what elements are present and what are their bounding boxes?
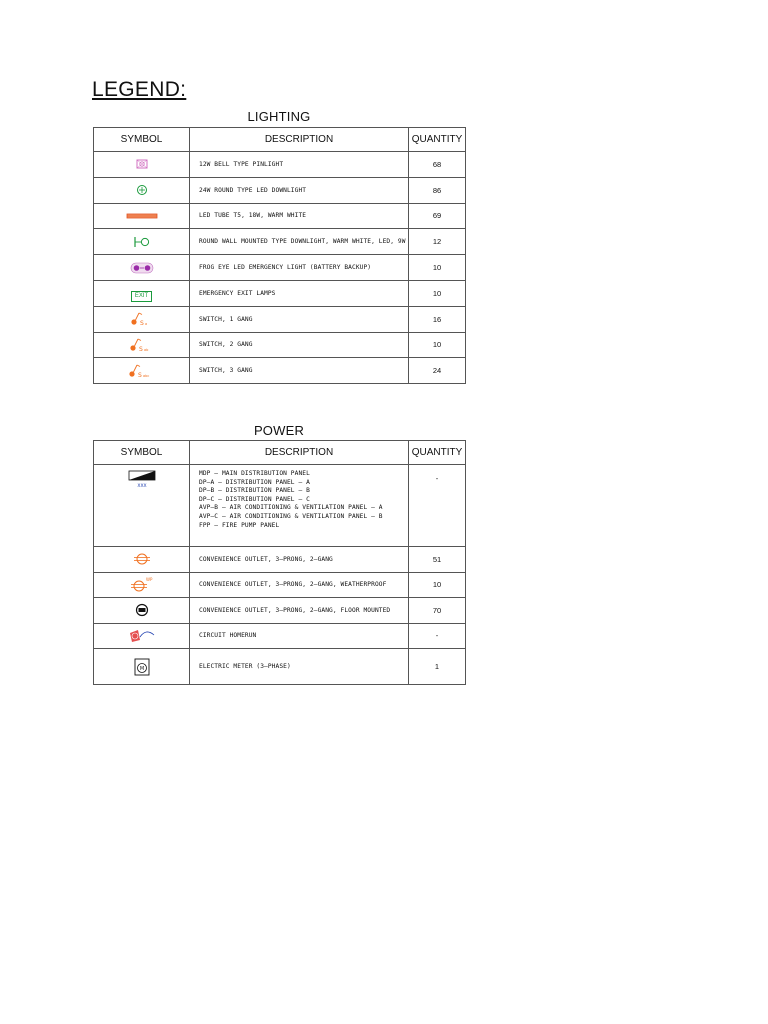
lighting-table xyxy=(93,127,466,384)
downlight-icon xyxy=(136,184,148,196)
quantity-cell: 16 xyxy=(409,306,466,332)
symbol-cell xyxy=(94,358,190,384)
panel-line: DP–C – DISTRIBUTION PANEL – C xyxy=(199,495,310,503)
circuit-homerun-icon xyxy=(128,628,156,644)
panel-line: FPP – FIRE PUMP PANEL xyxy=(199,521,280,529)
table-row xyxy=(94,598,466,624)
table-row xyxy=(94,152,466,178)
table-row xyxy=(94,623,466,649)
table-row xyxy=(94,177,466,203)
weatherproof-tag: WP xyxy=(145,576,152,582)
switch-2-gang-icon xyxy=(129,337,155,353)
panel-line: DP–B – DISTRIBUTION PANEL – B xyxy=(199,487,310,495)
switch-3-gang-icon xyxy=(128,363,156,379)
table-row xyxy=(94,255,466,281)
svg-text:S: S xyxy=(138,345,143,353)
table-row xyxy=(94,547,466,573)
description-cell: ROUND WALL MOUNTED TYPE DOWNLIGHT, WARM WHITE, LED, 9W xyxy=(190,229,409,255)
description-cell: SWITCH, 2 GANG xyxy=(190,332,409,358)
table-row xyxy=(94,229,466,255)
quantity-cell: - xyxy=(409,623,466,649)
description-cell: FROG EYE LED EMERGENCY LIGHT (BATTERY BACKUP) xyxy=(190,255,409,281)
power-table xyxy=(93,440,466,685)
description-cell: LED TUBE T5, 18W, WARM WHITE xyxy=(190,203,409,229)
quantity-header: QUANTITY xyxy=(409,441,466,465)
table-row xyxy=(94,465,466,547)
quantity-cell: 10 xyxy=(409,572,466,598)
panel-line: MDP – MAIN DISTRIBUTION PANEL xyxy=(199,470,310,477)
panel-line: AVP–C – AIR CONDITIONING & VENTILATION PANEL – B xyxy=(199,512,383,520)
quantity-header: QUANTITY xyxy=(409,128,466,152)
quantity-cell: 86 xyxy=(409,177,466,203)
symbol-cell xyxy=(94,280,190,306)
floor-outlet-icon xyxy=(135,603,149,617)
quantity-cell: 10 xyxy=(409,280,466,306)
switch-1-gang-icon xyxy=(130,311,154,327)
led-tube-icon xyxy=(126,213,158,219)
exit-sign-icon: EXIT xyxy=(131,291,152,302)
lighting-header-row xyxy=(94,128,466,152)
electric-meter-icon xyxy=(133,657,151,677)
symbol-cell xyxy=(94,203,190,229)
svg-text:abc: abc xyxy=(142,373,149,378)
symbol-cell xyxy=(94,572,190,598)
description-header: DESCRIPTION xyxy=(190,128,409,152)
symbol-cell xyxy=(94,332,190,358)
convenience-outlet-icon xyxy=(133,552,151,566)
symbol-cell xyxy=(94,229,190,255)
power-section-title: POWER xyxy=(253,423,305,438)
description-cell: EMERGENCY EXIT LAMPS xyxy=(190,280,409,306)
quantity-cell: 10 xyxy=(409,255,466,281)
pinlight-icon xyxy=(136,159,148,169)
description-cell: ELECTRIC METER (3–PHASE) xyxy=(190,649,409,685)
symbol-cell xyxy=(94,547,190,573)
table-row xyxy=(94,572,466,598)
description-cell: CONVENIENCE OUTLET, 3–PRONG, 2–GANG xyxy=(190,547,409,573)
symbol-cell xyxy=(94,598,190,624)
panel-line: DP–A – DISTRIBUTION PANEL – A xyxy=(199,478,310,486)
quantity-cell: 12 xyxy=(409,229,466,255)
description-cell: 24W ROUND TYPE LED DOWNLIGHT xyxy=(190,177,409,203)
weatherproof-outlet-icon xyxy=(127,576,157,594)
meter-tag: M xyxy=(139,665,144,672)
quantity-cell: 10 xyxy=(409,332,466,358)
quantity-cell: 24 xyxy=(409,358,466,384)
quantity-cell: 70 xyxy=(409,598,466,624)
symbol-cell xyxy=(94,177,190,203)
panel-line: AVP–B – AIR CONDITIONING & VENTILATION PANEL – A xyxy=(199,504,383,512)
quantity-cell: 51 xyxy=(409,547,466,573)
table-row xyxy=(94,649,466,685)
quantity-cell: 1 xyxy=(409,649,466,685)
table-row xyxy=(94,332,466,358)
quantity-cell: 68 xyxy=(409,152,466,178)
description-cell: CONVENIENCE OUTLET, 3–PRONG, 2–GANG, WEATHERPROOF xyxy=(190,572,409,598)
svg-text:ab: ab xyxy=(143,347,148,352)
svg-text:S: S xyxy=(139,320,144,328)
legend-title: LEGEND: xyxy=(92,78,187,101)
description-cell: 12W BELL TYPE PINLIGHT xyxy=(190,152,409,178)
wall-downlight-icon xyxy=(133,236,151,248)
lighting-section-title: LIGHTING xyxy=(247,109,311,124)
table-row xyxy=(94,280,466,306)
symbol-cell xyxy=(94,623,190,649)
symbol-cell xyxy=(94,649,190,685)
emergency-light-icon xyxy=(130,262,154,274)
description-cell xyxy=(190,465,409,547)
quantity-cell: 69 xyxy=(409,203,466,229)
description-cell: SWITCH, 3 GANG xyxy=(190,358,409,384)
description-cell: CIRCUIT HOMERUN xyxy=(190,623,409,649)
symbol-header: SYMBOL xyxy=(94,441,190,465)
symbol-cell xyxy=(94,255,190,281)
quantity-cell: - xyxy=(409,465,466,547)
description-cell: SWITCH, 1 GANG xyxy=(190,306,409,332)
table-row xyxy=(94,306,466,332)
symbol-header: SYMBOL xyxy=(94,128,190,152)
description-header: DESCRIPTION xyxy=(190,441,409,465)
symbol-cell xyxy=(94,152,190,178)
symbol-cell xyxy=(94,306,190,332)
distribution-panel-icon xyxy=(127,469,157,489)
symbol-cell xyxy=(94,465,190,547)
power-header-row xyxy=(94,441,466,465)
description-cell: CONVENIENCE OUTLET, 3–PRONG, 2–GANG, FLOOR MOUNTED xyxy=(190,598,409,624)
svg-text:S: S xyxy=(137,371,142,379)
table-row xyxy=(94,203,466,229)
panel-tag: XXX xyxy=(136,484,147,489)
table-row xyxy=(94,358,466,384)
svg-text:a: a xyxy=(144,322,147,327)
